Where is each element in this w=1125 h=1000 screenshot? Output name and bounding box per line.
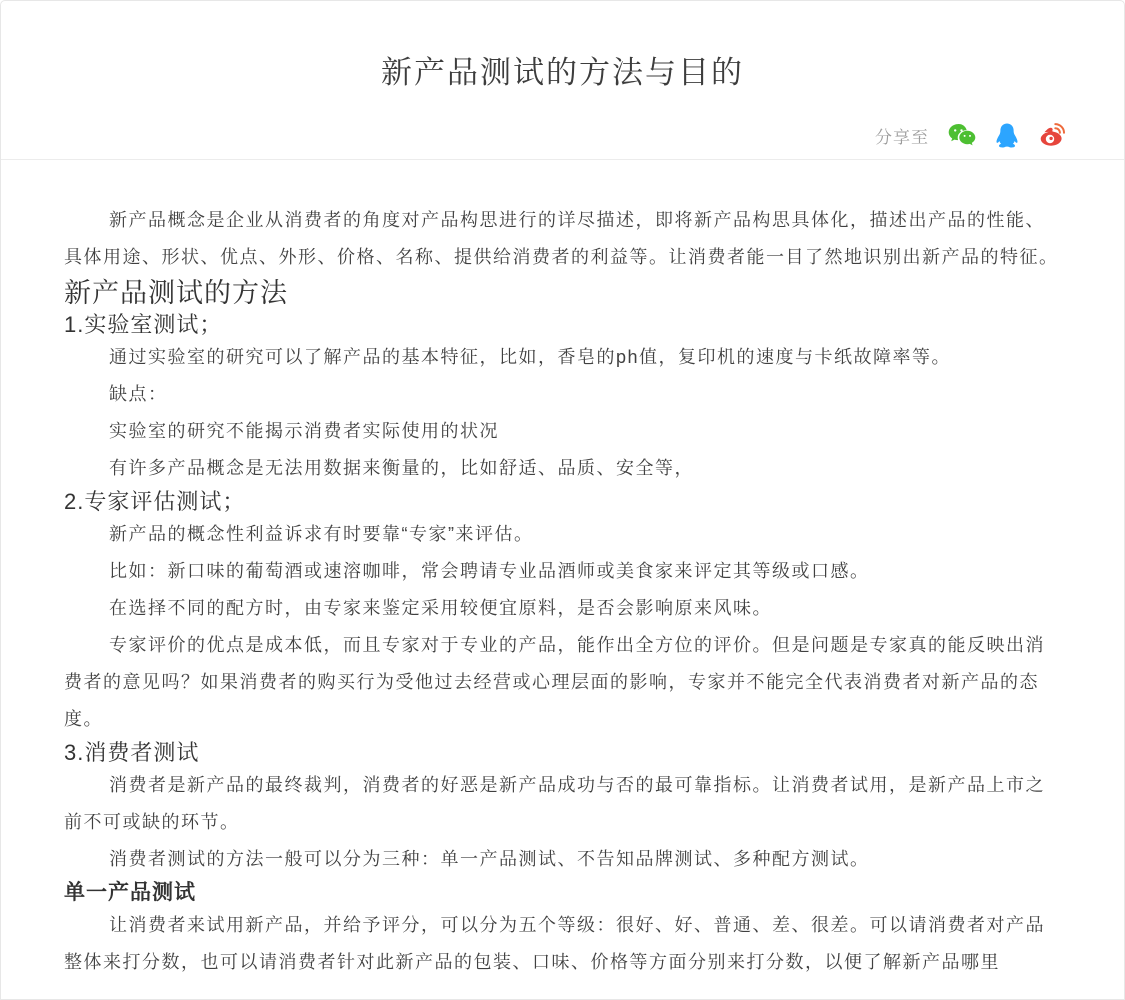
expert-test-paragraph-2: 比如：新口味的葡萄酒或速溶咖啡，常会聘请专业品酒师或美食家来评定其等级或口感。 bbox=[109, 561, 870, 581]
qq-icon bbox=[996, 123, 1018, 148]
wechat-share-icon[interactable] bbox=[948, 122, 976, 148]
share-label: 分享至 bbox=[875, 127, 929, 147]
lab-test-drawback-1: 实验室的研究不能揭示消费者实际使用的状况 bbox=[109, 421, 499, 441]
methods-section-heading: 新产品测试的方法 bbox=[64, 278, 288, 308]
weibo-icon bbox=[1039, 123, 1066, 147]
page-title: 新产品测试的方法与目的 bbox=[381, 55, 744, 90]
consumer-test-heading: 3.消费者测试 bbox=[64, 740, 200, 765]
article-header bbox=[1, 1, 1124, 160]
single-product-test-heading: 单一产品测试 bbox=[64, 881, 196, 904]
expert-test-heading: 2.专家评估测试； bbox=[64, 489, 246, 514]
lab-test-heading: 1.实验室测试； bbox=[64, 312, 223, 337]
consumer-test-paragraph-1: 消费者是新产品的最终裁判，消费者的好恶是新产品成功与否的最可靠指标。让消费者试用，是新产品上市之前不可或缺的环节。 bbox=[64, 775, 1045, 832]
weibo-share-icon[interactable] bbox=[1038, 122, 1066, 148]
article-body bbox=[1, 160, 1124, 981]
expert-test-paragraph-3: 在选择不同的配方时，由专家来鉴定采用较便宜原料，是否会影响原来风味。 bbox=[109, 598, 772, 618]
lab-test-drawback-label: 缺点： bbox=[109, 384, 168, 404]
qq-share-icon[interactable] bbox=[993, 122, 1021, 148]
lab-test-paragraph: 通过实验室的研究可以了解产品的基本特征，比如，香皂的ph值，复印机的速度与卡纸故障率等。 bbox=[109, 347, 952, 367]
share-bar bbox=[875, 122, 1066, 148]
expert-test-paragraph-1: 新产品的概念性利益诉求有时要靠“专家”来评估。 bbox=[109, 524, 534, 544]
consumer-test-paragraph-2: 消费者测试的方法一般可以分为三种：单一产品测试、不告知品牌测试、多种配方测试。 bbox=[109, 849, 870, 869]
single-product-test-paragraph: 让消费者来试用新产品，并给予评分，可以分为五个等级：很好、好、普通、差、很差。可以请消费者对产品整体来打分数，也可以请消费者针对此新产品的包装、口味、价格等方面分别来打分数，以便了解新产品哪里 bbox=[64, 915, 1045, 972]
lab-test-drawback-2: 有许多产品概念是无法用数据来衡量的，比如舒适、品质、安全等， bbox=[109, 458, 694, 478]
expert-test-paragraph-4: 专家评价的优点是成本低，而且专家对于专业的产品，能作出全方位的评价。但是问题是专家真的能反映出消费者的意见吗？如果消费者的购买行为受他过去经营或心理层面的影响，专家并不能完全代表消费者对新产品的态度。 bbox=[64, 635, 1045, 729]
wechat-icon bbox=[948, 123, 976, 147]
intro-paragraph: 新产品概念是企业从消费者的角度对产品构思进行的详尽描述，即将新产品构思具体化，描述出产品的性能、具体用途、形状、优点、外形、价格、名称、提供给消费者的利益等。让消费者能一目了然地识别出新产品的特征。 bbox=[64, 210, 1059, 267]
